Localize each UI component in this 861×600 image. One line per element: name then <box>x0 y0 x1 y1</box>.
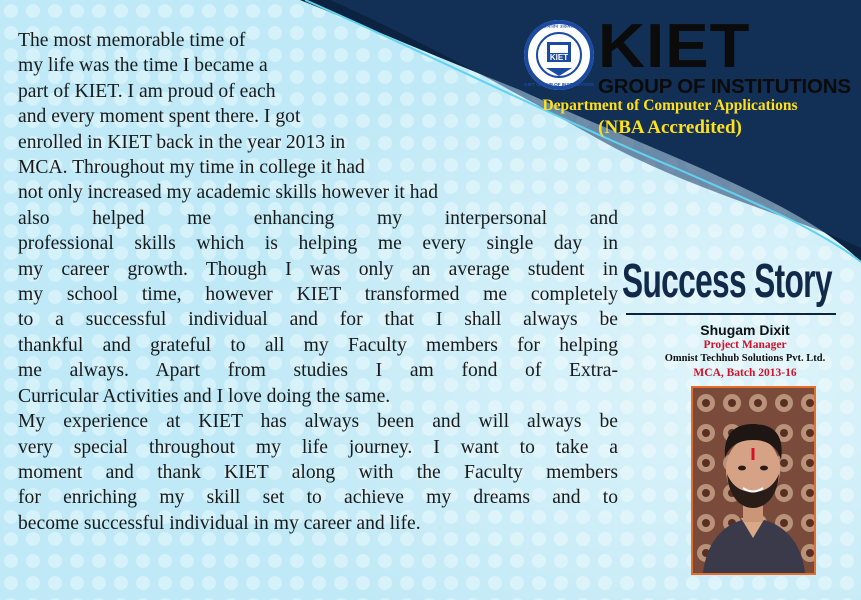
story-line: My experience at KIET has always been and will always be <box>18 411 618 433</box>
profile-photo <box>691 386 816 575</box>
accreditation: (NBA Accredited) <box>598 117 742 138</box>
brand-block <box>598 12 851 98</box>
story-line: The most memorable time of <box>18 30 246 51</box>
story-line: to a successful individual and for that I shall always be <box>18 309 618 331</box>
story-line: Curricular Activities and I love doing the same. <box>18 385 391 407</box>
story-line: thankful and grateful to all my Faculty members for helping <box>18 334 618 356</box>
story-line: MCA. Throughout my time in college it had <box>18 157 365 179</box>
story-line: and every moment spent there. I got <box>18 106 301 128</box>
story-line: also helped me enhancing my interpersonal and <box>18 207 618 229</box>
brand-subtitle: GROUP OF INSTITUTIONS <box>598 75 851 98</box>
story-line: my school time, however KIET transformed me completely <box>18 284 618 306</box>
story-line: my career growth. Though I was only an average student in <box>18 258 618 280</box>
logo-ring-text: KIET GROUP OF INSTITUTIONS <box>524 82 594 87</box>
heading-underline <box>626 313 836 315</box>
person-batch: MCA, Batch 2013-16 <box>693 367 797 379</box>
department-name: Department of Computer Applications <box>542 97 798 114</box>
story-line: become successful individual in my career and life. <box>18 512 421 534</box>
person-role: Project Manager <box>703 339 787 351</box>
person-organization: Omnist Techhub Solutions Pvt. Ltd. <box>664 353 826 364</box>
story-line: not only increased my academic skills however it had <box>18 182 439 204</box>
story-line: enrolled in KIET back in the year 2013 in <box>18 131 346 153</box>
story-line: moment and thank KIET along with the Faculty members <box>18 461 618 483</box>
story-line: for enriching my skill set to achieve my dreams and to <box>18 487 618 509</box>
story-line: very special throughout my life journey. I want to take a <box>18 436 618 458</box>
person-name: Shugam Dixit <box>700 322 790 338</box>
story-line: part of KIET. I am proud of each <box>18 80 276 102</box>
story-line: me always. Apart from studies I am fond of Extra- <box>18 360 618 382</box>
logo-motto: ज्ञानार्जनं उत्कर्षाय <box>543 24 575 30</box>
person-info <box>650 321 840 381</box>
logo-badge: KIET <box>549 53 569 62</box>
success-story-heading: Success Story <box>622 255 832 308</box>
brand-name: KIET <box>598 12 751 81</box>
department-block <box>500 96 840 140</box>
story-line: professional skills which is helping me every single day in <box>18 233 618 255</box>
story-line: my life was the time I became a <box>18 55 268 77</box>
kiet-emblem-logo <box>522 18 596 92</box>
